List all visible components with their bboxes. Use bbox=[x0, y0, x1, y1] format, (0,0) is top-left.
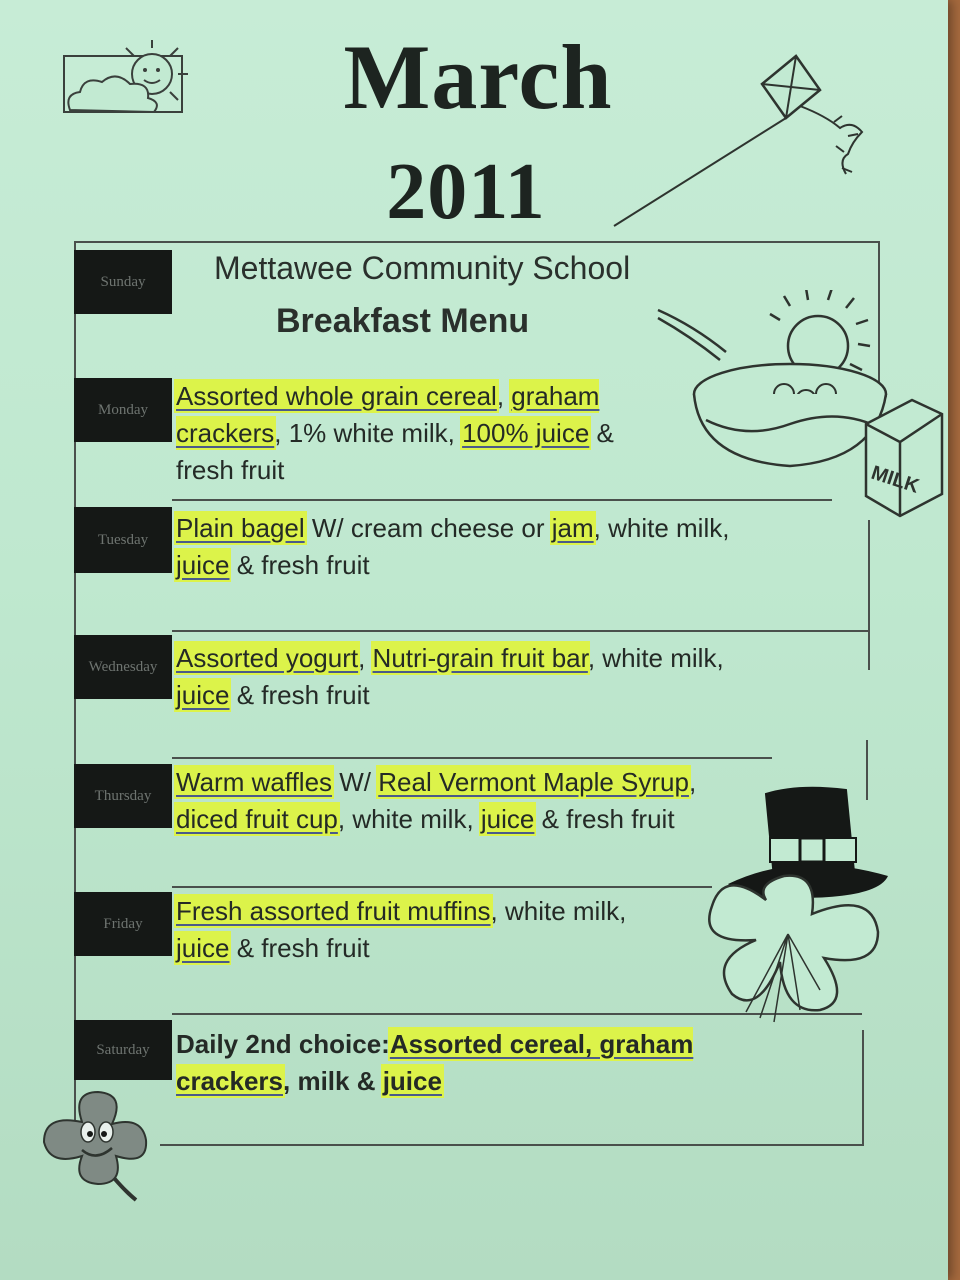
highlighted-item: juice bbox=[176, 933, 230, 963]
highlighted-item: Plain bagel bbox=[176, 513, 305, 543]
highlighted-item: Fresh assorted fruit muffins bbox=[176, 896, 491, 926]
thursday-menu: Warm waffles W/ Real Vermont Maple Syrup, diced fruit cup, white milk, juice & fresh fruit bbox=[176, 767, 697, 834]
milk-carton-icon bbox=[866, 400, 942, 516]
highlighted-item: juice bbox=[480, 804, 535, 834]
day-tab-saturday: Saturday bbox=[74, 1020, 172, 1080]
highlighted-item: graham crackers bbox=[176, 381, 600, 448]
highlighted-item: jam bbox=[551, 513, 594, 543]
highlighted-item: Assorted yogurt bbox=[176, 643, 359, 673]
menu-title: Breakfast Menu bbox=[276, 302, 530, 340]
title-year: 2011 bbox=[386, 148, 546, 236]
title-month: March bbox=[343, 26, 613, 128]
highlighted-item: juice bbox=[382, 1066, 442, 1096]
day-tab-monday: Monday bbox=[74, 378, 172, 442]
leprechaun-hat-icon bbox=[688, 780, 904, 1050]
school-name: Mettawee Community School bbox=[214, 250, 631, 286]
day-tab-tuesday: Tuesday bbox=[74, 507, 172, 573]
highlighted-item: 100% juice bbox=[462, 418, 590, 448]
smiling-shamrock-icon bbox=[32, 1082, 164, 1208]
day-tab-friday: Friday bbox=[74, 892, 172, 956]
highlighted-item: Warm waffles bbox=[176, 767, 333, 797]
highlighted-item: Assorted cereal, graham crackers bbox=[176, 1029, 694, 1096]
shamrock-icon bbox=[709, 876, 878, 1022]
daily-second-choice: Daily 2nd choice:Assorted cereal, graham crackers, milk & juice bbox=[176, 1029, 694, 1096]
cereal-bowl-icon bbox=[650, 290, 948, 520]
highlighted-item: Real Vermont Maple Syrup bbox=[378, 767, 689, 797]
wednesday-menu: Assorted yogurt, Nutri-grain fruit bar, white milk, juice & fresh fruit bbox=[176, 643, 724, 710]
highlighted-item: Nutri-grain fruit bar bbox=[372, 643, 588, 673]
day-tab-wednesday: Wednesday bbox=[74, 635, 172, 699]
day-tab-sunday: Sunday bbox=[74, 250, 172, 314]
friday-menu: Fresh assorted fruit muffins, white milk, juice & fresh fruit bbox=[176, 896, 627, 963]
highlighted-item: juice bbox=[176, 680, 230, 710]
day-tab-thursday: Thursday bbox=[74, 764, 172, 828]
highlighted-item: Assorted whole grain cereal bbox=[176, 381, 497, 411]
highlighted-item: diced fruit cup bbox=[176, 804, 338, 834]
tuesday-menu: Plain bagel W/ cream cheese or jam, white milk, juice & fresh fruit bbox=[176, 513, 730, 580]
monday-menu: Assorted whole grain cereal, graham crackers, 1% white milk, 100% juice & fresh fruit bbox=[176, 381, 614, 485]
milk-label: MILK bbox=[868, 461, 922, 498]
highlighted-item: juice bbox=[176, 550, 230, 580]
